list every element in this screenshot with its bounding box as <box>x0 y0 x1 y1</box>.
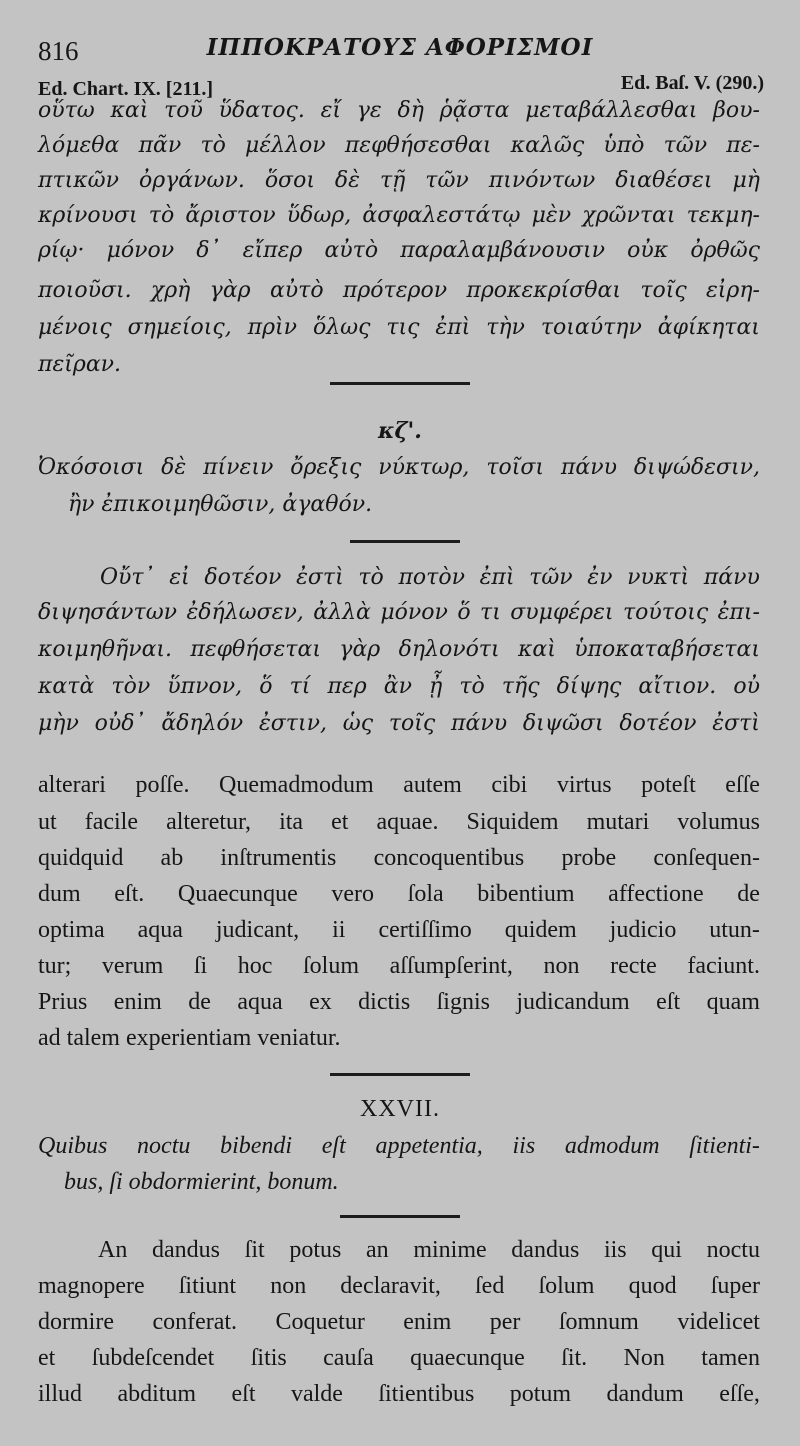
latin-commentary-line: An dandus ſit potus an minime dandus iis qui noctu <box>98 1237 760 1263</box>
latin-commentary-line: optima aqua judicant, ii certiſſimo quidem judicio utun- <box>38 917 760 943</box>
greek-commentary-line: κρίνουσι τὸ ἄριστον ὕδωρ, ἀσφαλεστάτῳ μὲν χρῶνται τεκμη- <box>38 203 760 228</box>
latin-aphorism-number: XXVII. <box>360 1096 440 1122</box>
latin-commentary-line: ad talem experientiam veniatur. <box>38 1025 341 1051</box>
latin-commentary-line: dormire conferat. Coquetur enim per ſomnum videlicet <box>38 1309 760 1335</box>
greek-commentary-line: πεῖραν. <box>38 352 122 377</box>
latin-commentary-line: magnopere ſitiunt non declaravit, ſed ſolum quod ſuper <box>38 1273 760 1299</box>
greek-commentary-line: λόμεθα πᾶν τὸ μέλλον πεφθήσεσθαι καλῶς ὑπὸ τῶν πε- <box>38 133 760 158</box>
section-divider <box>350 540 460 543</box>
section-divider <box>330 382 470 385</box>
latin-commentary-line: tur; verum ſi hoc ſolum aſſumpſerint, non recte faciunt. <box>38 953 760 979</box>
edition-reference-right: Ed. Baſ. V. (290.) <box>620 72 764 94</box>
latin-commentary-line: ut facile alteretur, ita et aquae. Siquidem mutari volumus <box>38 809 760 835</box>
latin-aphorism-line: Quibus noctu bibendi eſt appetentia, iis admodum ſitienti- <box>38 1133 760 1159</box>
latin-commentary-line: Prius enim de aqua ex dictis ſignis judicandum eſt quam <box>38 989 760 1015</box>
greek-commentary-line: κοιμηθῆναι. πεφθήσεται γὰρ δηλονότι καὶ ὑποκαταβήσεται <box>38 637 760 662</box>
page-number: 816 <box>38 36 79 66</box>
latin-commentary-line: illud abditum eſt valde ſitientibus potum dandum eſſe, <box>38 1381 760 1407</box>
section-divider <box>330 1073 470 1076</box>
greek-commentary-line: πτικῶν ὀργάνων. ὅσοι δὲ τῇ τῶν πινόντων διαθέσει μὴ <box>38 168 760 193</box>
greek-aphorism-line: ἢν ἐπικοιμηθῶσιν, ἀγαθόν. <box>68 492 373 517</box>
greek-commentary-line: Οὔτ᾽ εἰ δοτέον ἐστὶ τὸ ποτὸν ἐπὶ τῶν ἐν νυκτὶ πάνυ <box>100 565 760 590</box>
greek-commentary-line: μένοις σημείοις, πρὶν ὅλως τις ἐπὶ τὴν τοιαύτην ἀφίκηται <box>38 315 760 340</box>
running-title: ΙΠΠΟΚΡΑΤΟΥΣ ΑΦΟΡΙΣΜΟΙ <box>206 34 594 61</box>
greek-commentary-line: κατὰ τὸν ὕπνον, ὅ τί περ ἂν ᾖ τὸ τῆς δίψης αἴτιον. οὐ <box>38 674 760 699</box>
greek-commentary-line: ρίῳ· μόνον δ᾽ εἴπερ αὐτὸ παραλαμβάνουσιν οὐκ ὀρθῶς <box>38 238 760 263</box>
latin-aphorism-line: bus, ſi obdormierint, bonum. <box>64 1169 339 1195</box>
greek-aphorism-line: Ὀκόσοισι δὲ πίνειν ὄρεξις νύκτωρ, τοῖσι πάνυ διψώδεσιν, <box>38 455 760 480</box>
greek-commentary-line: ποιοῦσι. χρὴ γὰρ αὐτὸ πρότερον προκεκρίσθαι τοῖς εἰρη- <box>38 278 760 303</box>
latin-commentary-line: dum eſt. Quaecunque vero ſola bibentium affectione de <box>38 881 760 907</box>
greek-commentary-line: διψησάντων ἐδήλωσεν, ἀλλὰ μόνον ὅ τι συμφέρει τούτοις ἐπι- <box>38 600 760 625</box>
greek-aphorism-number: κζ'. <box>378 418 422 444</box>
edition-reference-left: Ed. Chart. IX. [211.] <box>38 78 214 100</box>
latin-commentary-line: et ſubdeſcendet ſitis cauſa quaecunque ſit. Non tamen <box>38 1345 760 1371</box>
greek-commentary-line: οὕτω καὶ τοῦ ὕδατος. εἴ γε δὴ ῥᾷστα μεταβάλλεσθαι βου- <box>38 98 760 123</box>
latin-commentary-line: alterari poſſe. Quemadmodum autem cibi virtus poteſt eſſe <box>38 772 760 798</box>
latin-commentary-line: quidquid ab inſtrumentis concoquentibus probe conſequen- <box>38 845 760 871</box>
section-divider <box>340 1215 460 1218</box>
greek-commentary-line: μὴν οὐδ᾽ ἄδηλόν ἐστιν, ὡς τοῖς πάνυ διψῶσι δοτέον ἐστὶ <box>38 711 760 736</box>
